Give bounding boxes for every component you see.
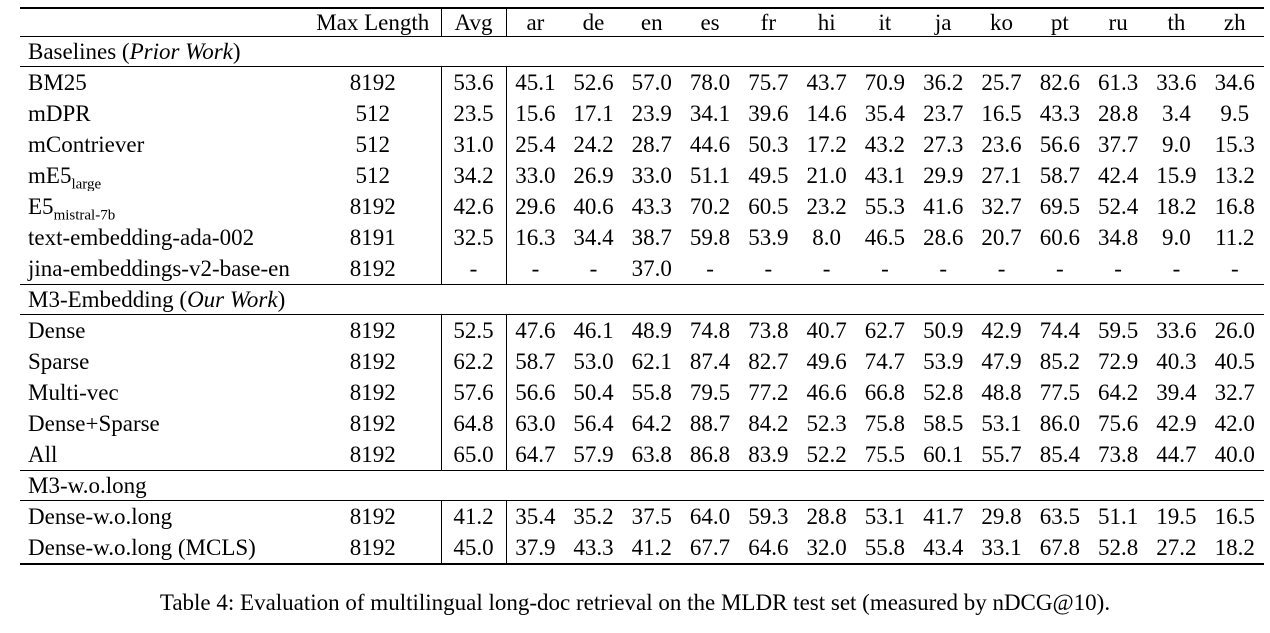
score-cell: 41.6 — [923, 194, 964, 219]
score-cell: 50.9 — [923, 318, 964, 343]
score-cell: 23.7 — [923, 101, 964, 126]
table-row — [20, 98, 1264, 129]
model-name-cell — [20, 439, 305, 471]
score-cell: 64.7 — [515, 442, 556, 467]
section-title-prefix: M3-Embedding ( — [28, 287, 188, 312]
score-cell: 43.3 — [631, 194, 672, 219]
model-name-text: E5 — [28, 194, 54, 219]
section-title-suffix: ) — [232, 39, 241, 64]
score-cell: - — [1055, 256, 1064, 281]
score-cell: - — [939, 256, 948, 281]
score-cell: 46.1 — [573, 318, 614, 343]
score-cell: 43.7 — [806, 70, 847, 95]
avg-score-cell: 42.6 — [441, 191, 506, 222]
score-cell: 74.4 — [1039, 318, 1080, 343]
score-cell: 67.8 — [1039, 535, 1080, 560]
model-name-text: All — [28, 442, 58, 467]
score-cell: 60.1 — [923, 442, 964, 467]
max-length-cell: 512 — [355, 163, 390, 188]
score-cell: 33.6 — [1156, 318, 1197, 343]
score-cell: 79.5 — [689, 380, 731, 405]
score-cell: - — [1230, 256, 1239, 281]
max-length-cell: 8192 — [349, 70, 396, 95]
score-cell: 32.7 — [981, 194, 1022, 219]
score-cell: 37.5 — [631, 504, 672, 529]
score-cell: 55.3 — [864, 194, 906, 219]
score-cell: 43.3 — [573, 535, 614, 560]
max-length-cell: 8192 — [349, 411, 396, 436]
max-length-cell: 512 — [355, 132, 390, 157]
score-cell: 60.5 — [748, 194, 789, 219]
score-cell: 51.1 — [1097, 504, 1139, 529]
max-length-cell: 8192 — [349, 318, 396, 343]
model-name-cell — [20, 377, 305, 408]
score-cell: 16.3 — [515, 225, 556, 250]
table-row — [20, 222, 1264, 253]
score-cell: 33.0 — [631, 163, 672, 188]
score-cell: 3.4 — [1162, 101, 1191, 126]
model-name-text: Multi-vec — [28, 380, 119, 405]
score-cell: 63.8 — [631, 442, 672, 467]
header-row — [20, 8, 1264, 37]
score-cell: 43.1 — [864, 163, 906, 188]
col-header-zh: zh — [1206, 8, 1264, 37]
score-cell: 63.5 — [1039, 504, 1080, 529]
score-cell: 34.8 — [1097, 225, 1139, 250]
score-cell: 37.0 — [631, 256, 672, 281]
section-title-italic: Our Work — [187, 287, 278, 312]
score-cell: 42.9 — [981, 318, 1022, 343]
score-cell: - — [881, 256, 889, 281]
avg-score-cell: 32.5 — [441, 222, 506, 253]
model-name-text: text-embedding-ada-002 — [28, 225, 255, 250]
score-cell: 56.6 — [1039, 132, 1080, 157]
table-row — [20, 67, 1264, 99]
avg-score-cell: 34.2 — [441, 160, 506, 191]
table-row — [20, 253, 1264, 285]
table-header — [20, 8, 1264, 37]
score-cell: 49.5 — [748, 163, 789, 188]
score-cell: 27.1 — [981, 163, 1022, 188]
score-cell: 58.7 — [515, 349, 556, 374]
table-body — [20, 37, 1264, 565]
score-cell: 34.1 — [689, 101, 731, 126]
model-name-cell — [20, 315, 305, 347]
score-cell: 26.0 — [1214, 318, 1255, 343]
score-cell: 36.2 — [923, 70, 964, 95]
score-cell: 48.8 — [981, 380, 1022, 405]
score-cell: 43.2 — [864, 132, 906, 157]
score-cell: 52.8 — [1097, 535, 1139, 560]
score-cell: 52.3 — [806, 411, 847, 436]
score-cell: 64.0 — [689, 504, 731, 529]
score-cell: 59.8 — [689, 225, 731, 250]
max-length-cell: 8192 — [349, 380, 396, 405]
score-cell: - — [822, 256, 831, 281]
model-name-cell — [20, 408, 305, 439]
model-name-cell — [20, 67, 305, 99]
score-cell: 16.8 — [1214, 194, 1255, 219]
score-cell: 63.0 — [515, 411, 556, 436]
max-length-cell: 8192 — [349, 442, 396, 467]
score-cell: 39.4 — [1156, 380, 1197, 405]
table-row — [20, 160, 1264, 191]
model-name-text: mDPR — [28, 101, 91, 126]
score-cell: 23.2 — [806, 194, 847, 219]
score-cell: 52.6 — [573, 70, 614, 95]
score-cell: 43.4 — [923, 535, 964, 560]
score-cell: - — [1114, 256, 1122, 281]
score-cell: 40.0 — [1214, 442, 1255, 467]
score-cell: 25.4 — [515, 132, 556, 157]
score-cell: 47.9 — [981, 349, 1022, 374]
score-cell: 40.7 — [806, 318, 847, 343]
score-cell: 44.6 — [689, 132, 731, 157]
avg-score-cell: 65.0 — [441, 439, 506, 471]
score-cell: 42.9 — [1156, 411, 1197, 436]
score-cell: 50.4 — [573, 380, 614, 405]
score-cell: 29.9 — [923, 163, 964, 188]
score-cell: 52.2 — [806, 442, 847, 467]
col-header-model — [20, 8, 305, 37]
score-cell: 41.2 — [631, 535, 672, 560]
section-row — [20, 37, 1264, 67]
score-cell: 15.3 — [1214, 132, 1255, 157]
score-cell: 27.2 — [1156, 535, 1197, 560]
score-cell: 24.2 — [573, 132, 614, 157]
avg-score-cell: 52.5 — [441, 315, 506, 347]
score-cell: 23.6 — [981, 132, 1022, 157]
score-cell: 32.7 — [1214, 380, 1255, 405]
score-cell: 40.6 — [573, 194, 614, 219]
score-cell: 70.2 — [689, 194, 731, 219]
col-header-avg: Avg — [441, 8, 506, 37]
score-cell: 86.8 — [689, 442, 731, 467]
score-cell: 75.6 — [1097, 411, 1139, 436]
model-name-cell — [20, 346, 305, 377]
section-title — [20, 471, 1264, 501]
score-cell: 46.6 — [806, 380, 847, 405]
col-header-ja: ja — [914, 8, 972, 37]
score-cell: 35.4 — [864, 101, 906, 126]
model-name-text: BM25 — [28, 70, 87, 95]
score-cell: 53.0 — [573, 349, 614, 374]
score-cell: 19.5 — [1156, 504, 1197, 529]
model-name-cell — [20, 160, 305, 191]
score-cell: 69.5 — [1039, 194, 1080, 219]
model-name-subscript: mistral-7b — [53, 207, 116, 222]
col-header-ko: ko — [972, 8, 1030, 37]
score-cell: - — [589, 256, 598, 281]
table-row — [20, 346, 1264, 377]
score-cell: 85.2 — [1039, 349, 1080, 374]
max-length-cell: 8191 — [349, 225, 396, 250]
score-cell: 9.5 — [1220, 101, 1250, 126]
col-header-es: es — [681, 8, 739, 37]
model-name-cell — [20, 532, 305, 564]
score-cell: 9.0 — [1162, 225, 1191, 250]
score-cell: 72.9 — [1097, 349, 1139, 374]
score-cell: 17.1 — [573, 101, 614, 126]
score-cell: 47.6 — [515, 318, 556, 343]
score-cell: 16.5 — [981, 101, 1022, 126]
col-header-ru: ru — [1089, 8, 1147, 37]
score-cell: 82.6 — [1039, 70, 1080, 95]
table-caption: Table 4: Evaluation of multilingual long-doc retrieval on the MLDR test set (measured by nDCG@10). — [159, 590, 1111, 615]
col-header-ar: ar — [506, 8, 564, 37]
score-cell: 29.6 — [515, 194, 556, 219]
score-cell: 78.0 — [689, 70, 731, 95]
score-cell: 42.4 — [1097, 163, 1139, 188]
score-cell: 57.9 — [573, 442, 614, 467]
score-cell: 50.3 — [748, 132, 789, 157]
model-name-text: mE5 — [28, 163, 72, 188]
col-header-en: en — [623, 8, 681, 37]
score-cell: 75.8 — [864, 411, 906, 436]
score-cell: 60.6 — [1039, 225, 1080, 250]
score-cell: 41.7 — [923, 504, 964, 529]
score-cell: 73.8 — [1097, 442, 1139, 467]
table-row — [20, 377, 1264, 408]
score-cell: 75.7 — [748, 70, 789, 95]
model-name-text: Dense — [28, 318, 86, 343]
avg-score-cell: 64.8 — [441, 408, 506, 439]
score-cell: - — [531, 256, 540, 281]
col-header-fr: fr — [739, 8, 797, 37]
score-cell: 48.9 — [631, 318, 672, 343]
avg-score-cell: 62.2 — [441, 346, 506, 377]
score-cell: 18.2 — [1156, 194, 1197, 219]
score-cell: 67.7 — [689, 535, 731, 560]
score-cell: 55.8 — [864, 535, 906, 560]
model-name-text: mContriever — [28, 132, 145, 157]
score-cell: - — [764, 256, 773, 281]
score-cell: 59.3 — [748, 504, 789, 529]
score-cell: 51.1 — [689, 163, 731, 188]
score-cell: 16.5 — [1214, 504, 1255, 529]
max-length-cell: 8192 — [349, 349, 396, 374]
score-cell: 55.7 — [981, 442, 1022, 467]
model-name-text: Sparse — [28, 349, 90, 374]
results-table — [20, 7, 1264, 565]
score-cell: 61.3 — [1097, 70, 1139, 95]
score-cell: 52.8 — [923, 380, 964, 405]
score-cell: - — [1172, 256, 1181, 281]
score-cell: 66.8 — [864, 380, 906, 405]
score-cell: 85.4 — [1039, 442, 1080, 467]
score-cell: 25.7 — [981, 70, 1022, 95]
model-name-cell — [20, 253, 305, 285]
score-cell: 28.8 — [806, 504, 847, 529]
score-cell: 37.9 — [515, 535, 556, 560]
table-row — [20, 191, 1264, 222]
section-title — [20, 285, 1264, 315]
score-cell: 45.1 — [515, 70, 556, 95]
col-header-de: de — [564, 8, 622, 37]
model-name-cell — [20, 129, 305, 160]
section-title — [20, 37, 1264, 67]
score-cell: 59.5 — [1097, 318, 1139, 343]
model-name-subscript: large — [71, 176, 102, 191]
score-cell: 64.2 — [1097, 380, 1139, 405]
table-row — [20, 315, 1264, 347]
score-cell: 49.6 — [806, 349, 847, 374]
max-length-cell: 8192 — [349, 256, 396, 281]
score-cell: 39.6 — [748, 101, 789, 126]
score-cell: 73.8 — [748, 318, 789, 343]
section-title-prefix: M3-w.o.long — [28, 473, 147, 498]
avg-score-cell: 57.6 — [441, 377, 506, 408]
score-cell: 53.1 — [981, 411, 1022, 436]
score-cell: 15.9 — [1156, 163, 1197, 188]
score-cell: 42.0 — [1214, 411, 1255, 436]
score-cell: 64.6 — [748, 535, 789, 560]
model-name-text: Dense-w.o.long (MCLS) — [28, 535, 256, 560]
avg-score-cell: 41.2 — [441, 501, 506, 533]
score-cell: 58.7 — [1039, 163, 1080, 188]
score-cell: 44.7 — [1156, 442, 1197, 467]
score-cell: 34.4 — [573, 225, 614, 250]
avg-score-cell: 45.0 — [441, 532, 506, 564]
score-cell: 27.3 — [923, 132, 964, 157]
table-row — [20, 501, 1264, 533]
avg-score-cell: 31.0 — [441, 129, 506, 160]
score-cell: 23.9 — [631, 101, 672, 126]
avg-score-cell: - — [441, 253, 506, 285]
score-cell: 21.0 — [806, 163, 847, 188]
table-row — [20, 408, 1264, 439]
score-cell: 70.9 — [864, 70, 906, 95]
score-cell: 9.0 — [1162, 132, 1191, 157]
col-header-max-length: Max Length — [305, 8, 441, 37]
score-cell: 40.5 — [1214, 349, 1255, 374]
score-cell: 84.2 — [748, 411, 789, 436]
score-cell: 28.8 — [1097, 101, 1139, 126]
col-header-hi: hi — [797, 8, 855, 37]
score-cell: 53.9 — [923, 349, 964, 374]
score-cell: 35.2 — [573, 504, 614, 529]
section-title-prefix: Baselines ( — [28, 39, 130, 64]
model-name-cell — [20, 501, 305, 533]
score-cell: 17.2 — [806, 132, 847, 157]
max-length-cell: 8192 — [349, 194, 396, 219]
score-cell: 83.9 — [748, 442, 789, 467]
col-header-pt: pt — [1031, 8, 1089, 37]
score-cell: 55.8 — [631, 380, 672, 405]
max-length-cell: 8192 — [349, 535, 396, 560]
score-cell: 18.2 — [1214, 535, 1255, 560]
score-cell: 88.7 — [689, 411, 731, 436]
score-cell: 77.5 — [1039, 380, 1080, 405]
section-row — [20, 471, 1264, 501]
score-cell: 56.4 — [573, 411, 614, 436]
score-cell: 58.5 — [923, 411, 964, 436]
score-cell: 35.4 — [515, 504, 556, 529]
max-length-cell: 512 — [355, 101, 390, 126]
score-cell: 26.9 — [573, 163, 614, 188]
score-cell: 74.7 — [864, 349, 906, 374]
score-cell: - — [997, 256, 1006, 281]
model-name-cell — [20, 222, 305, 253]
score-cell: 34.6 — [1214, 70, 1255, 95]
model-name-text: Dense-w.o.long — [28, 504, 173, 529]
score-cell: 52.4 — [1097, 194, 1139, 219]
score-cell: 8.0 — [812, 225, 841, 250]
avg-score-cell: 53.6 — [441, 67, 506, 99]
score-cell: 82.7 — [748, 349, 789, 374]
col-header-th: th — [1147, 8, 1205, 37]
avg-score-cell: 23.5 — [441, 98, 506, 129]
score-cell: 74.8 — [689, 318, 731, 343]
section-title-italic: Prior Work — [129, 39, 233, 64]
score-cell: 56.6 — [515, 380, 556, 405]
score-cell: 33.0 — [515, 163, 556, 188]
score-cell: 40.3 — [1156, 349, 1197, 374]
section-row — [20, 285, 1264, 315]
score-cell: 15.6 — [515, 101, 556, 126]
score-cell: 28.7 — [631, 132, 672, 157]
table-row — [20, 439, 1264, 471]
model-name-text: Dense+Sparse — [28, 411, 160, 436]
score-cell: 43.3 — [1039, 101, 1080, 126]
score-cell: 13.2 — [1214, 163, 1255, 188]
score-cell: - — [706, 256, 714, 281]
score-cell: 28.6 — [923, 225, 964, 250]
score-cell: 53.1 — [864, 504, 906, 529]
score-cell: 33.1 — [981, 535, 1022, 560]
score-cell: 37.7 — [1097, 132, 1139, 157]
score-cell: 86.0 — [1039, 411, 1080, 436]
score-cell: 32.0 — [806, 535, 847, 560]
model-name-text: jina-embeddings-v2-base-en — [28, 256, 290, 281]
score-cell: 77.2 — [748, 380, 789, 405]
model-name-cell — [20, 98, 305, 129]
section-title-suffix: ) — [277, 287, 286, 312]
model-name-cell — [20, 191, 305, 222]
score-cell: 46.5 — [864, 225, 906, 250]
score-cell: 29.8 — [981, 504, 1022, 529]
max-length-cell: 8192 — [349, 504, 396, 529]
score-cell: 53.9 — [748, 225, 789, 250]
score-cell: 75.5 — [864, 442, 906, 467]
score-cell: 14.6 — [806, 101, 847, 126]
score-cell: 62.1 — [631, 349, 672, 374]
score-cell: 64.2 — [631, 411, 672, 436]
table-row — [20, 129, 1264, 160]
score-cell: 11.2 — [1215, 225, 1255, 250]
score-cell: 87.4 — [689, 349, 731, 374]
table-row — [20, 532, 1264, 564]
score-cell: 57.0 — [631, 70, 672, 95]
score-cell: 38.7 — [631, 225, 672, 250]
col-header-it: it — [856, 8, 914, 37]
score-cell: 62.7 — [864, 318, 906, 343]
score-cell: 20.7 — [981, 225, 1022, 250]
score-cell: 33.6 — [1156, 70, 1197, 95]
